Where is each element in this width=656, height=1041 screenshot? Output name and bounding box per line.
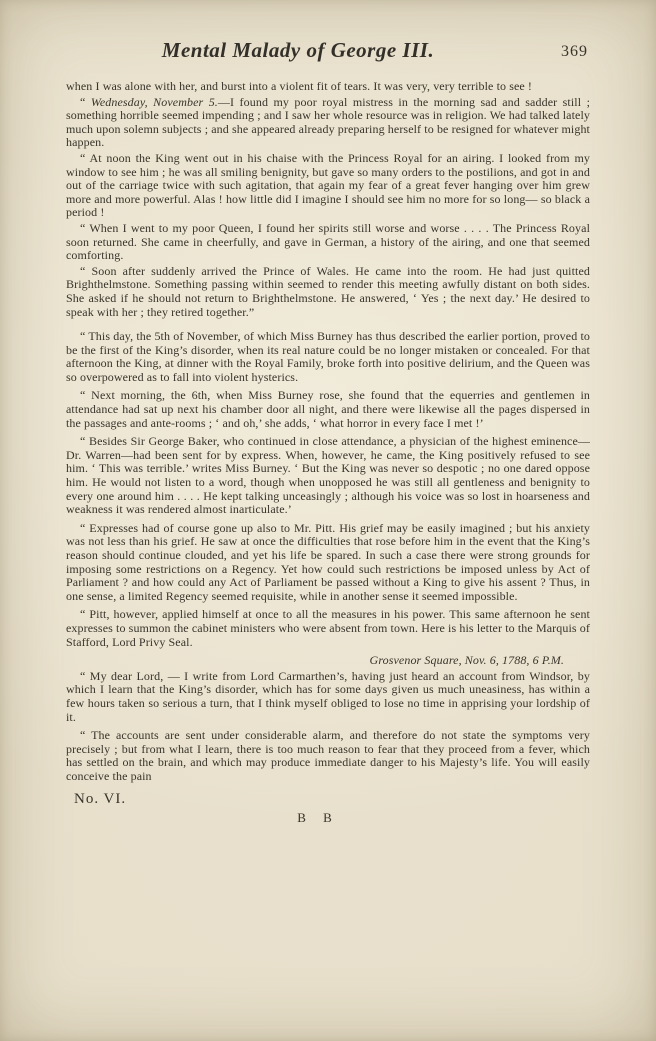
printer-signature-mark: B B <box>297 809 339 825</box>
issue-number: No. VI. <box>74 790 127 807</box>
paragraph: “ Soon after suddenly arrived the Prince of Wales. He came into the room. He had just quitted Brighthelmstone. Something passing within seemed to render this meeting awfully distant on both sides. She asked if he should not return to Brighthelmstone. He answered, ‘ Yes ; the next day.’ He desired to speak with her ; they retired together.” <box>66 263 590 319</box>
letter-dateline: Grosvenor Square, Nov. 6, 1788, 6 P.M. <box>369 653 564 668</box>
paragraph-diary-entry <box>66 96 590 150</box>
paragraph-narrative: “ Pitt, however, applied himself at once to all the measures in his power. This same afternoon he sent expresses to summon the cabinet ministers who were absent from town. Here is his letter to the Marquis of Stafford, Lord Privy Seal. <box>66 607 590 649</box>
running-title: Mental Malady of George III. <box>161 38 435 62</box>
paragraph-narrative: “ Next morning, the 6th, when Miss Burney rose, she found that the equerries and gentlemen in attendance had sat up next his chamber door all night, and there were likewise all the pages dispersed in the passages and ante-rooms ; ‘ and oh,’ she adds, ‘ what horror in every face I met !’ <box>66 388 590 430</box>
paragraph-narrative: “ Besides Sir George Baker, who continued in close attendance, a physician of the highest eminence—Dr. Warren—had been sent for by express. When, however, he came, the King positively refused to see him. ‘ This was terrible.’ writes Miss Burney. ‘ But the King was never so despotic ; no one dared oppose him. He would not listen to a word, though when unopposed he was still all gentleness and benignity to every one around him . . . . He kept talking unceasingly ; although his voice was so lost in hoarseness and weakness it was rendered almost inarticulate.’ <box>66 434 590 517</box>
paragraph: “ At noon the King went out in his chaise with the Princess Royal for an airing. I looked from my window to see him ; he was all smiling benignity, but gave so many orders to the postilions, and got in and out of the carriage twice with such agitation, that again my fear of a great fever hanging over him grew more and more powerful. Alas ! how little did I imagine I should see him no more for so long— so black a period ! <box>66 150 590 220</box>
quote-mark: “ <box>80 94 91 109</box>
page-header <box>0 0 656 80</box>
page-footer <box>0 784 656 826</box>
paragraph-narrative: “ This day, the 5th of November, of which Miss Burney has thus described the earlier portion, proved to be the first of the King’s disorder, when its real nature could be no longer mistaken or concealed. For that afternoon the King, at dinner with the Royal Family, broke forth into positive delirium, and the Queen was so overpowered as to fall into violent hysterics. <box>66 329 590 384</box>
paragraph-text: —I found my poor royal mistress in the morning sad and sadder still ; something horrible seemed impending ; and I saw her whole resource was in religion. We had talked lately much upon solemn subjects ; and she appeared already preparing herself to be resigned for whatever might happen. <box>66 94 590 150</box>
page-number: 369 <box>561 43 588 60</box>
paragraph-letter: “ The accounts are sent under considerable alarm, and therefore do not state the symptoms very precisely ; but from what I learn, there is too much reason to fear that they proceed from a fever, which has settled on the brain, and which may produce immediate danger to his Majesty’s life. You will easily conceive the pain <box>66 728 590 783</box>
paragraph: “ When I went to my poor Queen, I found her spirits still worse and worse . . . . The Princess Royal soon returned. She came in cheerfully, and gave in German, a history of the airing, and one that seemed comforting. <box>66 220 590 263</box>
paragraph-continuation: when I was alone with her, and burst into a violent fit of tears. It was very, very terrible to see ! <box>66 79 533 93</box>
paragraph-letter: “ My dear Lord, — I write from Lord Carmarthen’s, having just heard an account from Windsor, by which I learn that the King’s disorder, which has for some days given us much uneasiness, has within a few hours taken so serious a turn, that I think myself obliged to lose no time in apprising your lordship of it. <box>66 668 590 724</box>
paragraph-narrative: “ Expresses had of course gone up also to Mr. Pitt. His grief may be easily imagined ; but his anxiety was not less than his grief. He saw at once the difficulties that rose before him in the event that the King’s reason should continue clouded, and yet his life be spared. In such a case there were strong grounds for imposing some restrictions on a Regency. Yet how could such restrictions be imposed unless by Act of Parliament ? and how could any Act of Parliament be passed without a King to give his assent ? Thus, in one sense, a limited Regency seemed requisite, while in another sense it seemed impossible. <box>66 520 590 603</box>
page-text-block <box>0 80 656 784</box>
diary-date: Wednesday, November 5. <box>90 94 218 109</box>
